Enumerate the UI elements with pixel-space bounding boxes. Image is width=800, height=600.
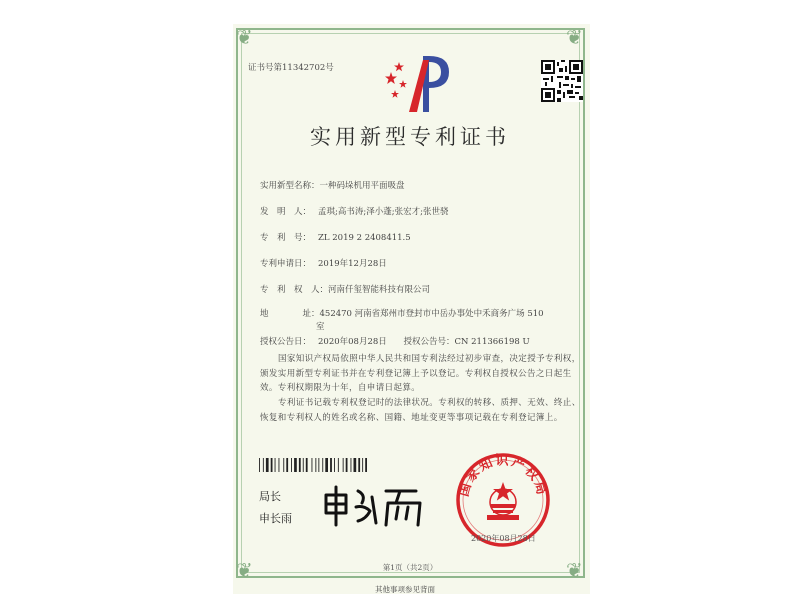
barcode-bar bbox=[291, 458, 292, 472]
field-patent-number bbox=[260, 231, 411, 243]
seal-text: 国家知识产权局 bbox=[456, 453, 550, 499]
field-value: 孟琪;高书涛;泽小蓬;张宏才;张世骁 bbox=[318, 207, 449, 217]
field-label: 专 利 权 人： bbox=[260, 285, 329, 295]
field-label: 专 利 号： bbox=[260, 233, 312, 243]
paragraph-registration-note: 专利证书记载专利权登记时的法律状况。专利权的转移、质押、无效、终止、恢复和专利权人的姓名或名称、国籍、地址变更等事项记载在专利登记簿上。 bbox=[260, 398, 581, 423]
director-name: 申长雨 bbox=[259, 512, 292, 525]
field-value: 河南仟玺智能科技有限公司 bbox=[328, 285, 431, 295]
corner-ornament-top-right: ❦ bbox=[566, 25, 583, 49]
barcode-bar bbox=[362, 458, 363, 472]
barcode-bar bbox=[306, 458, 308, 472]
barcode-bar bbox=[325, 458, 328, 472]
barcode-bar bbox=[286, 458, 288, 472]
field-value: 2020年08月28日 bbox=[318, 337, 387, 347]
barcode-bar bbox=[322, 458, 323, 472]
field-application-date bbox=[260, 257, 387, 269]
barcode-bar bbox=[330, 458, 332, 472]
certificate-number: 证书号第11342702号 bbox=[248, 63, 334, 73]
director-signature bbox=[320, 483, 430, 528]
corner-ornament-top-left: ❦ bbox=[236, 25, 253, 49]
field-patentee bbox=[260, 283, 430, 295]
patent-office-emblem-icon bbox=[383, 52, 463, 116]
page-footer: 第1页（共2页） bbox=[382, 563, 438, 572]
barcode-bar bbox=[266, 458, 269, 472]
barcode-bar bbox=[315, 458, 316, 472]
barcode-bar bbox=[358, 458, 360, 472]
barcode-bar bbox=[334, 458, 335, 472]
field-value: 一种码垛机用平面吸盘 bbox=[319, 181, 405, 191]
field-label: 实用新型名称： bbox=[260, 181, 320, 191]
barcode-bar bbox=[275, 458, 276, 472]
certificate-title: 实用新型专利证书 bbox=[310, 125, 510, 149]
barcode-bar bbox=[294, 458, 297, 472]
field-value: 452470 河南省郑州市登封市中岳办事处中禾商务广场 510 bbox=[319, 309, 544, 319]
field-value: 2019年12月28日 bbox=[318, 259, 387, 269]
corner-ornament-bottom-left: ❦ bbox=[236, 558, 253, 582]
field-label: 地 址： bbox=[260, 309, 320, 319]
barcode-bar bbox=[303, 458, 304, 472]
barcode-bar bbox=[354, 458, 357, 472]
barcode-bar bbox=[346, 458, 348, 472]
corner-ornament-bottom-right: ❦ bbox=[566, 558, 583, 582]
field-address bbox=[260, 307, 544, 319]
field-grant-date bbox=[260, 335, 530, 347]
director-title: 局长 bbox=[259, 490, 281, 503]
barcode-bar bbox=[365, 458, 367, 472]
barcode-bar bbox=[318, 458, 319, 472]
field-label: 发 明 人： bbox=[260, 207, 312, 217]
barcode-bar bbox=[299, 458, 301, 472]
barcode-bar bbox=[259, 458, 260, 472]
barcode-bar bbox=[338, 458, 339, 472]
barcode-bar bbox=[343, 458, 344, 472]
field-label: 专利申请日： bbox=[260, 259, 312, 269]
barcode-bar bbox=[271, 458, 273, 472]
field-label: 授权公告号： bbox=[403, 337, 455, 347]
back-page-note: 其他事项参见背面 bbox=[375, 585, 435, 594]
field-label: 授权公告日： bbox=[260, 337, 312, 347]
barcode-bar bbox=[283, 458, 284, 472]
field-value: ZL 2019 2 2408411.5 bbox=[318, 233, 411, 243]
field-value: CN 211366198 U bbox=[454, 337, 530, 347]
qr-code bbox=[541, 60, 583, 102]
barcode-bar bbox=[312, 458, 313, 472]
barcode-bar bbox=[279, 458, 280, 472]
seal-date: 2020年08月28日 bbox=[471, 534, 536, 543]
barcode-bar bbox=[263, 458, 264, 472]
field-utility-model-name bbox=[260, 179, 405, 191]
paragraph-grant-statement: 国家知识产权局依照中华人民共和国专利法经过初步审查，决定授予专利权，颁发实用新型专利证书并在专利登记簿上予以登记。专利权自授权公告之日起生效。专利权期限为十年，自申请日起算。 bbox=[260, 354, 581, 393]
field-address-continued: 室 bbox=[316, 322, 325, 332]
field-inventors bbox=[260, 205, 448, 217]
barcode bbox=[259, 458, 371, 472]
barcode-bar bbox=[351, 458, 352, 472]
